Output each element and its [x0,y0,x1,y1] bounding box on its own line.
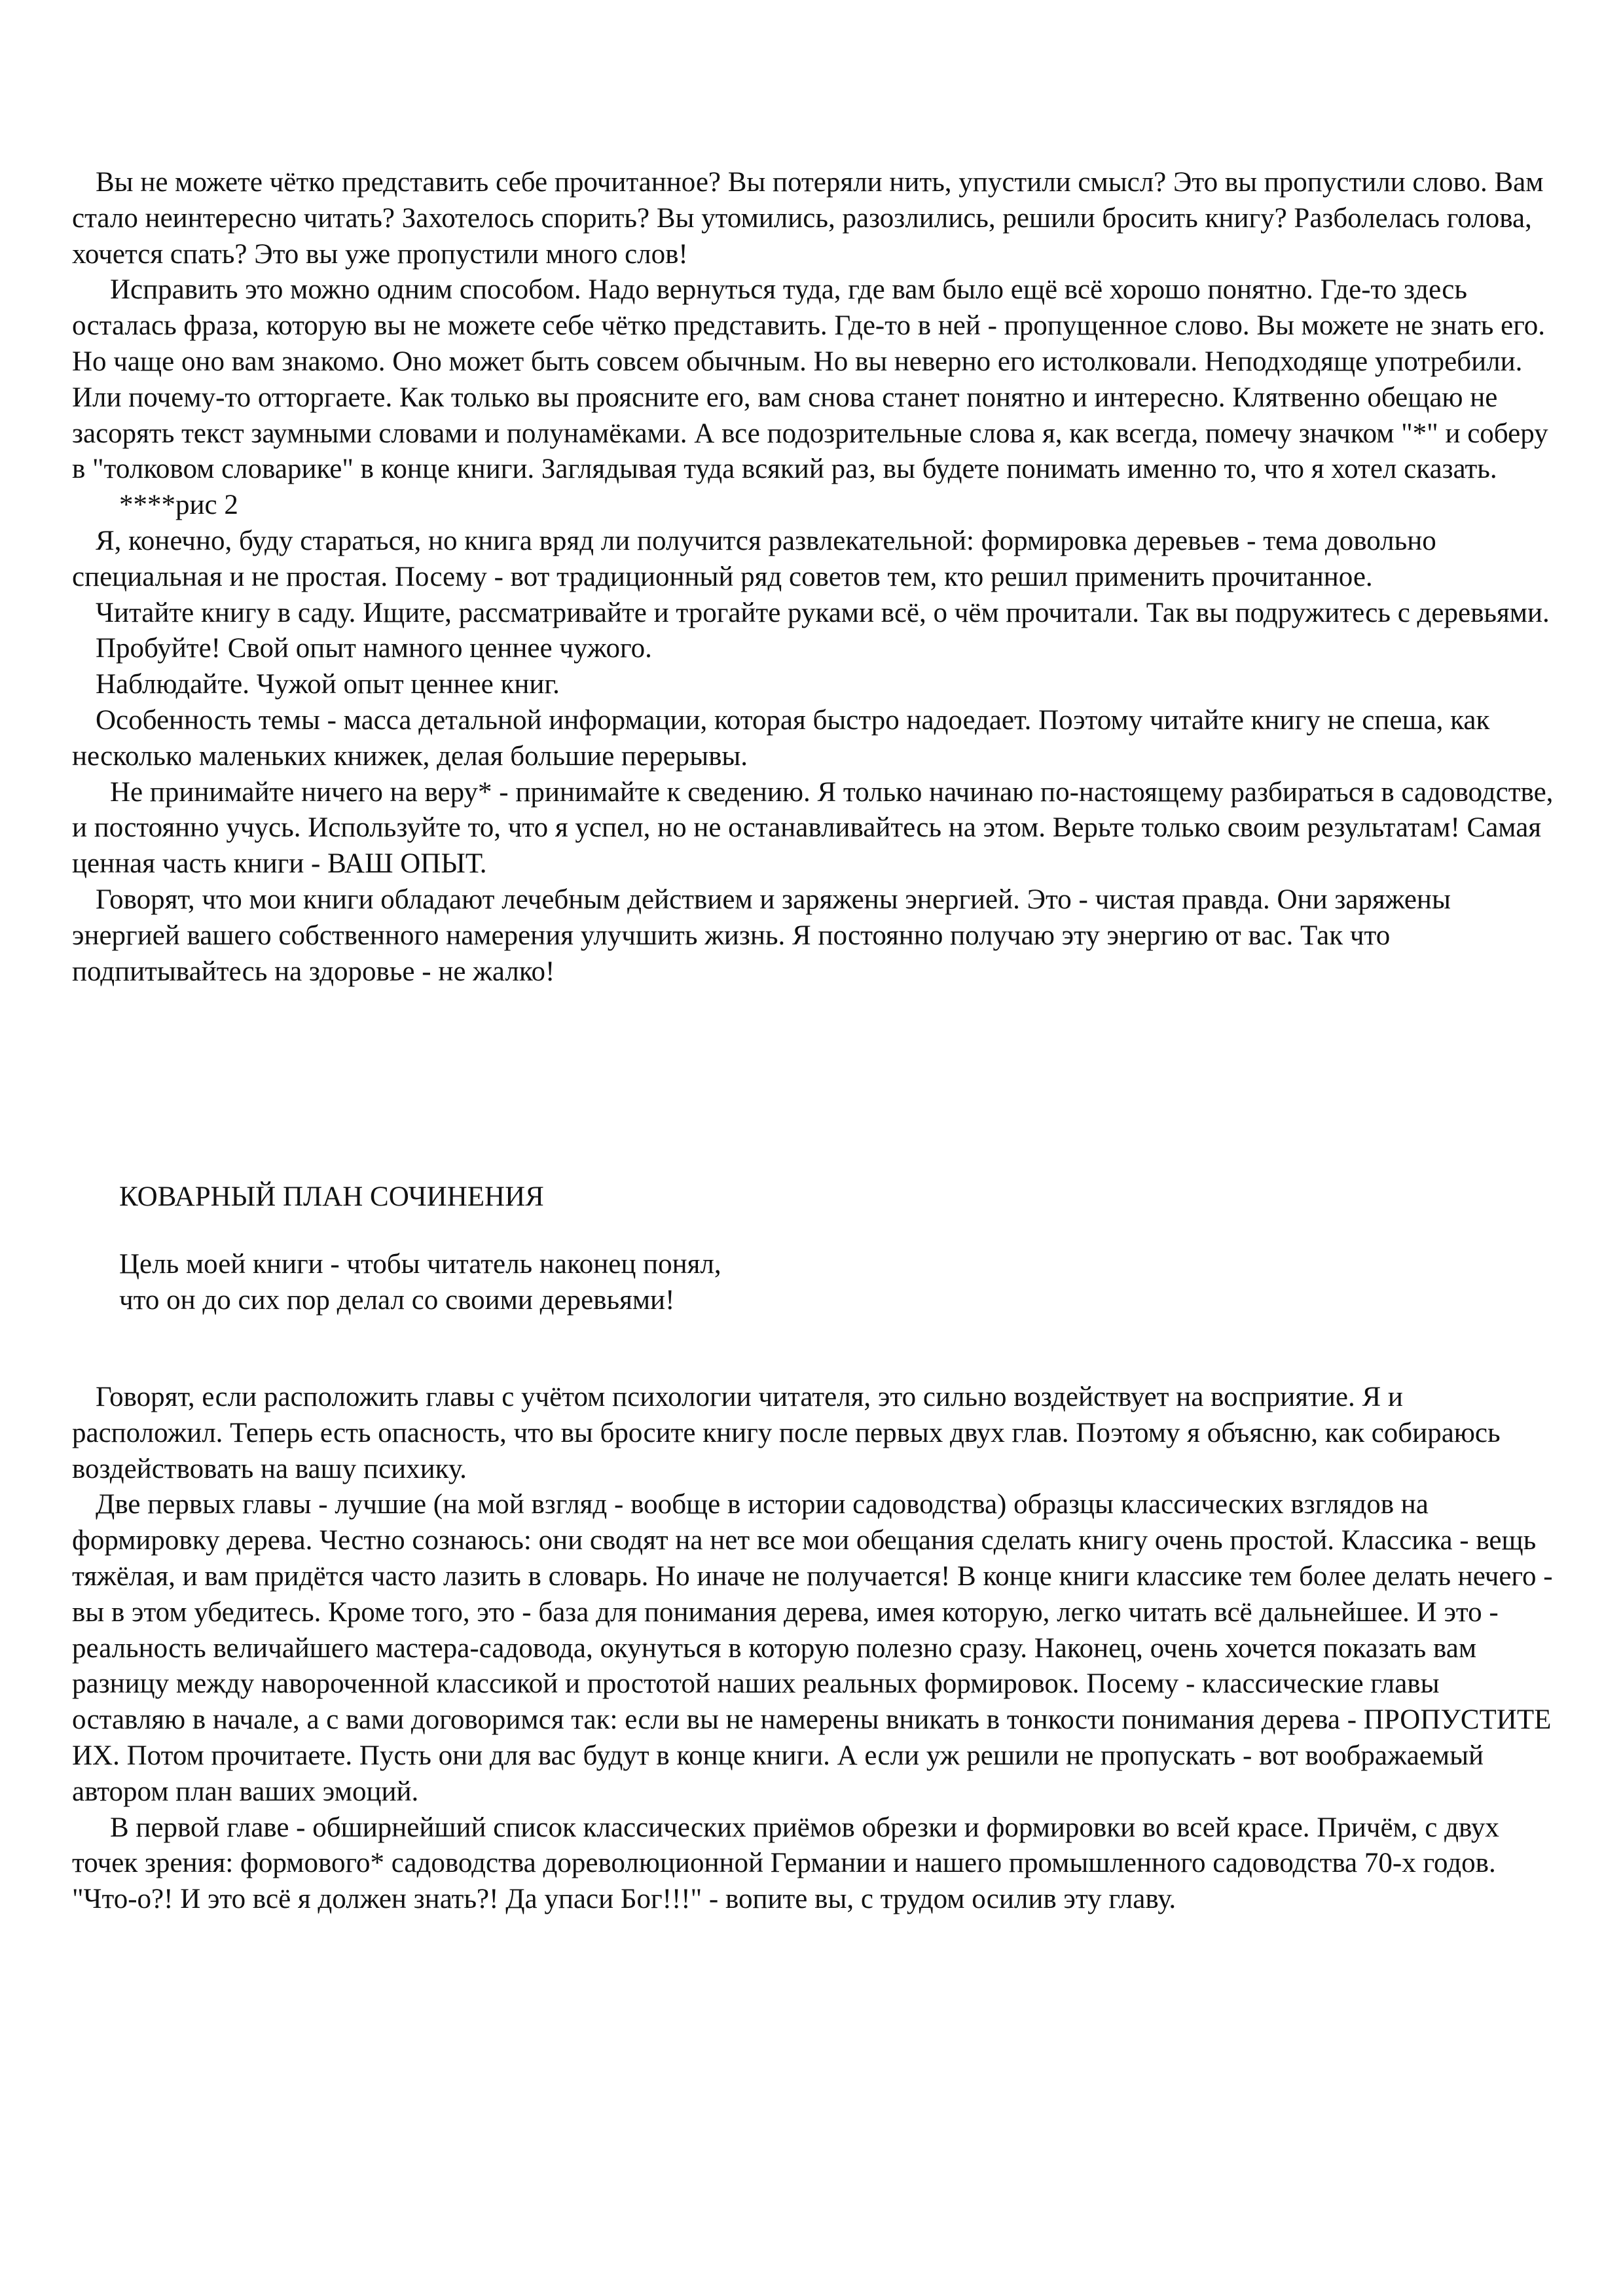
epigraph-line: что он до сих пор делал со своими деревьями! [119,1284,675,1316]
paragraph: В первой главе - обширнейший список классических приёмов обрезки и формировки во всей красе. Причём, с двух точек зрения: формового* садоводства дореволюционной Германии и нашего промышленного садоводства 70-х годов. "Что-о?! И это всё я должен знать?! Да упаси Бог!!!" - вопите вы, с трудом осилив эту главу. [72,1812,1499,1915]
paragraph: Вы не можете чётко представить себе прочитанное? Вы потеряли нить, упустили смысл? Это вы пропустили слово. Вам стало неинтересно читать? Захотелось спорить? Вы утомились, разозлились, решили бросить книгу? Разболелась голова, хочется спать? Это вы уже пропустили много слов! [72,167,1544,270]
paragraph: Две первых главы - лучшие (на мой взгляд - вообще в истории садоводства) образцы классических взглядов на формировку дерева. Честно сознаюсь: они сводят на нет все мои обещания сделать книгу очень простой. Классика - вещь тяжёлая, и вам придётся часто лазить в словарь. Но иначе не получается! В конце книги классике тем более делать нечего - вы в этом убедитесь. Кроме того, это - база для понимания дерева, имея которую, легко читать всё дальнейшее. И это - реальность величайшего мастера-садовода, окунуться в которую полезно сразу. Наконец, очень хочется показать вам разницу между навороченной классикой и простотой наших реальных формировок. Посему - классические главы оставляю в начале, а с вами договоримся так: если вы не намерены вникать в тонкости понимания дерева - ПРОПУСТИТЕ ИХ. Потом прочитаете. Пусть они для вас будут в конце книги. А если уж решили не пропускать - вот воображаемый автором план ваших эмоций. [72,1489,1553,1807]
paragraph: Исправить это можно одним способом. Надо вернуться туда, где вам было ещё всё хорошо понятно. Где-то здесь осталась фраза, которую вы не можете себе чётко представить. Где-то в ней - пропущенное слово. Вы можете не знать его. Но чаще оно вам знакомо. Оно может быть совсем обычным. Но вы неверно его истолковали. Неподходяще употребили. Или почему-то отторгаете. Как только вы проясните его, вам снова станет понятно и интересно. Клятвенно обещаю не засорять текст заумными словами и полунамёками. А все подозрительные слова я, как всегда, помечу значком "*" и соберу в "толковом словарике" в конце книги. Заглядывая туда всякий раз, вы будете понимать именно то, что я хотел сказать. [72,274,1548,485]
paragraph: Я, конечно, буду стараться, но книга вряд ли получится развлекательной: формировка деревьев - тема довольно специальная и не простая. Посему - вот традиционный ряд советов тем, кто решил применить прочитанное. [72,525,1436,592]
plan-section [72,1380,1558,1918]
paragraph: Не принимайте ничего на веру* - принимайте к сведению. Я только начинаю по-настоящему разбираться в садоводстве, и постоянно учусь. Используйте то, что я успел, но не останавливайтесь на этом. Верьте только своим результатам! Самая ценная часть книги - ВАШ ОПЫТ. [72,776,1554,880]
paragraph: Читайте книгу в саду. Ищите, рассматривайте и трогайте руками всё, о чём прочитали. Так вы подружитесь с деревьями. [96,597,1550,628]
figure-placeholder: ****рис 2 [119,490,238,521]
section-heading: КОВАРНЫЙ ПЛАН СОЧИНЕНИЯ [119,1181,544,1212]
section-heading-block [72,1179,1558,1215]
paragraph: Говорят, что мои книги обладают лечебным действием и заряжены энергией. Это - чистая правда. Они заряжены энергией вашего собственного намерения улучшить жизнь. Я постоянно получаю эту энергию от вас. Так что подпитывайтесь на здоровье - не жалко! [72,884,1451,987]
paragraph: Особенность темы - масса детальной информации, которая быстро надоедает. Поэтому читайте книгу не спеша, как несколько маленьких книжек, делая большие перерывы. [72,704,1490,772]
epigraph-line: Цель моей книги - чтобы читатель наконец понял, [119,1249,721,1280]
paragraph: Говорят, если расположить главы с учётом психологии читателя, это сильно воздействует на восприятие. Я и расположил. Теперь есть опасность, что вы бросите книгу после первых двух глав. Поэтому я объясню, как собираюсь воздействовать на вашу психику. [72,1382,1501,1484]
epigraph [72,1247,1558,1319]
paragraph: Наблюдайте. Чужой опыт ценнее книг. [96,669,560,700]
paragraph: Пробуйте! Свой опыт намного ценнее чужого. [96,633,652,664]
intro-section [72,165,1558,990]
